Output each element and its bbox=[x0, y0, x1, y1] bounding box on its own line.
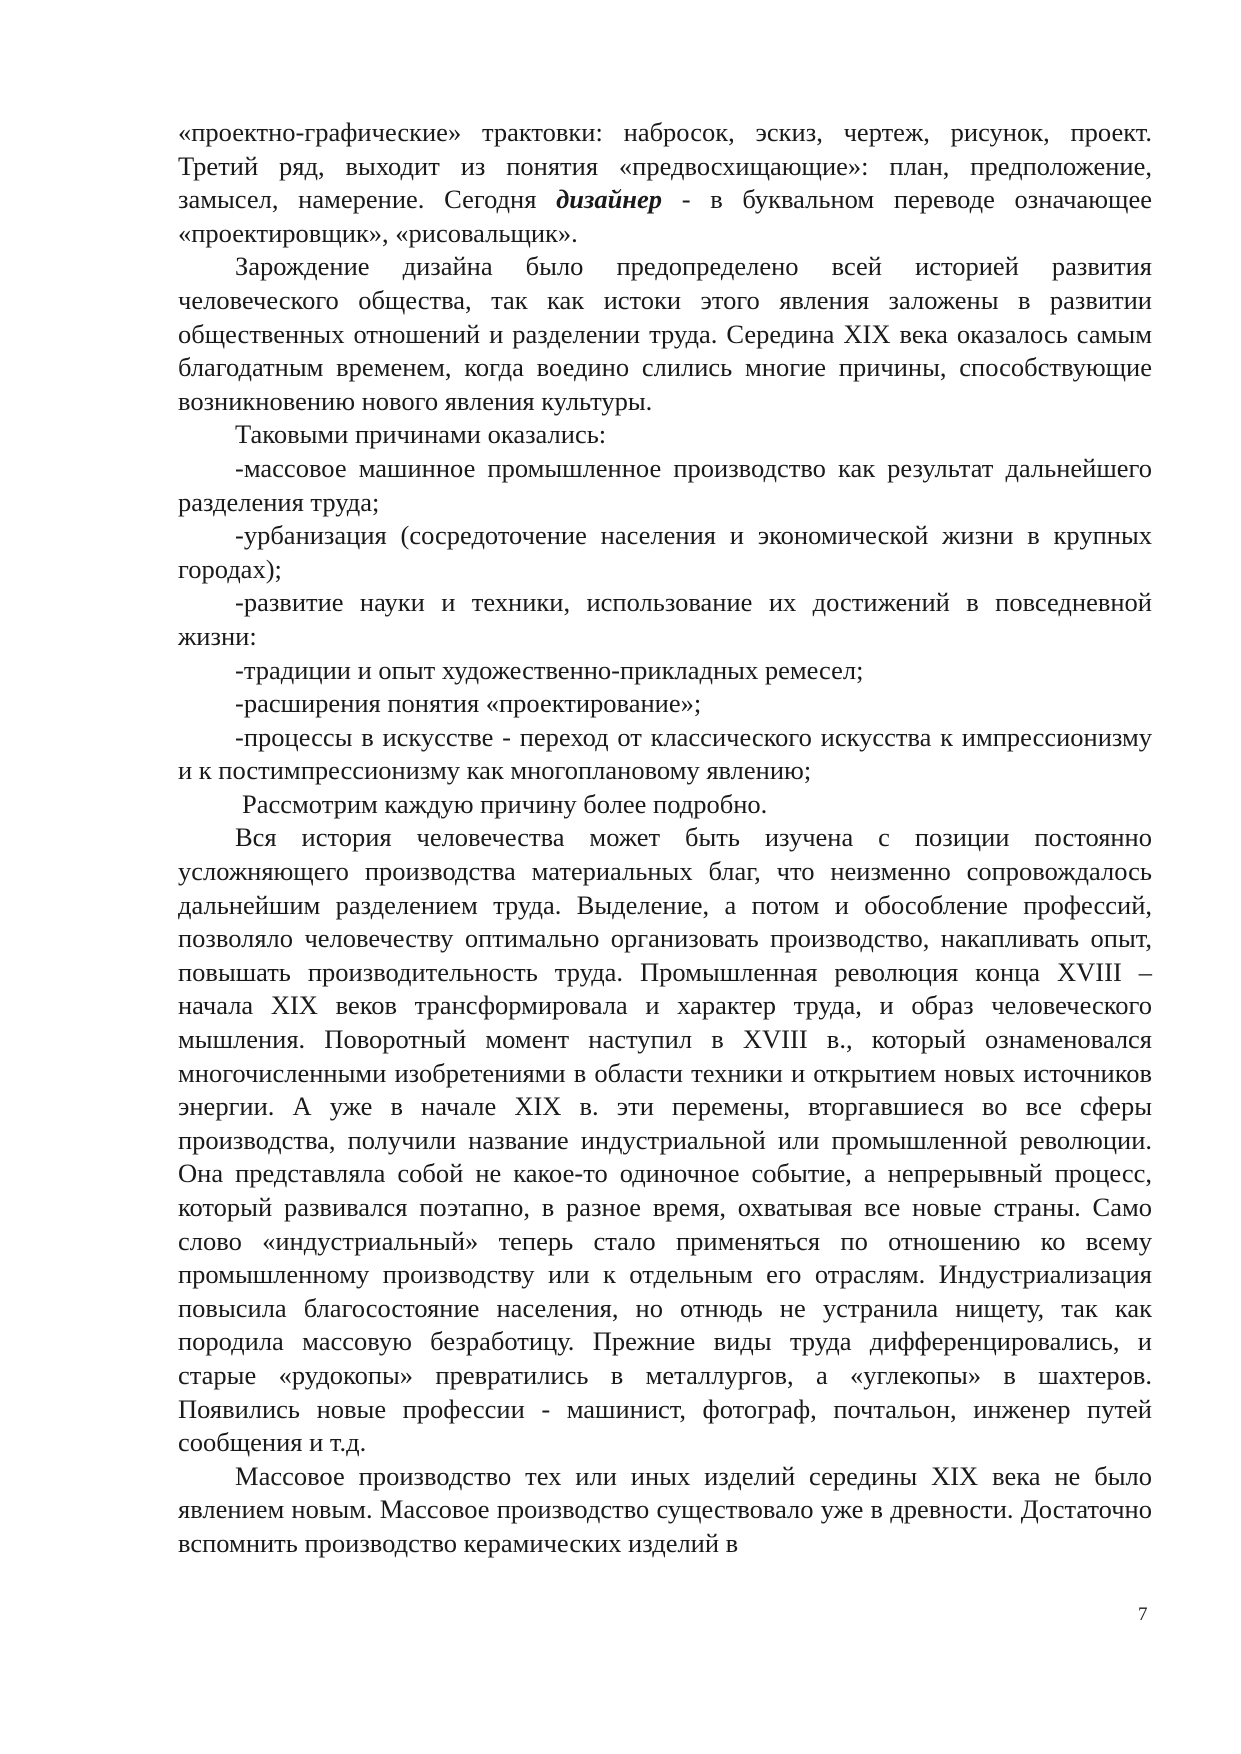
paragraph-history: Вся история человечества может быть изучена с позиции постоянно усложняющего производства материальных благ, что неизменно сопровождалось дальнейшим разделением труда. Выделение, а потом и обособление профессий, позволяло человечеству оптимально организовать производство, накапливать опыт, повышать производительность труда. Промышленная революция конца XVIII – начала XIX веков трансформировала и характер труда, и образ человеческого мышления. Поворотный момент наступил в XVIII в., который ознаменовался многочисленными изобретениями в области техники и открытием новых источников энергии. А уже в начале XIX в. эти перемены, вторгавшиеся во все сферы производства, получили название индустриальной или промышленной революции. Она представляла собой не какое-то одиночное событие, а непрерывный процесс, который развивался поэтапно, в разное время, охватывая все новые страны. Само слово «индустриальный» теперь стало применяться по отношению ко всему промышленному производству или к отдельным его отраслям. Индустриализация повысила благосостояние населения, но отнюдь не устранила нищету, так как породила массовую безработицу. Прежние виды труда дифференцировались, и старые «рудокопы» превратились в металлургов, а «углекопы» в шахтеров. Появились новые профессии - машинист, фотограф, почтальон, инженер путей сообщения и т.д. bbox=[178, 822, 1152, 1458]
emphasized-term: дизайнер bbox=[556, 184, 663, 215]
paragraph-reasons-intro: Таковыми причинами оказались: bbox=[235, 419, 607, 450]
list-item-reason-5: -расширения понятия «проектирование»; bbox=[235, 688, 702, 719]
list-item-reason-1: -массовое машинное промышленное производство как результат дальнейшего разделения труда; bbox=[178, 452, 1152, 517]
list-item-reason-6: -процессы в искусстве - переход от классического искусства к импрессионизму и к постимпрессионизму как многоплановому явлению; bbox=[178, 721, 1152, 786]
list-item-reason-2: -урбанизация (сосредоточение населения и экономической жизни в крупных городах); bbox=[178, 520, 1152, 584]
page-number: 7 bbox=[1138, 1604, 1148, 1625]
body-text bbox=[178, 116, 1152, 1561]
paragraph-detail-intro: Рассмотрим каждую причину более подробно. bbox=[242, 788, 768, 819]
list-item-reason-3: -развитие науки и техники, использование их достижений в повседневной жизни: bbox=[178, 587, 1152, 651]
paragraph-intro-continued: «проектно-графические» трактовки: набросок, эскиз, чертеж, рисунок, проект. Третий ряд, выходит из понятия «предвосхищающие»: план, предположение, замысел, намерение. Сегодня дизайнер - в буквальном переводе означающее «проектировщик», «рисовальщик». bbox=[178, 117, 1152, 248]
paragraph-origin: Зарождение дизайна было предопределено всей историей развития человеческого общества, так как истоки этого явления заложены в развитии общественных отношений и разделении труда. Середина XIX века оказалось самым благодатным временем, когда воедино слились многие причины, способствующие возникновению нового явления культуры. bbox=[178, 251, 1152, 416]
list-item-reason-4: -традиции и опыт художественно-прикладных ремесел; bbox=[235, 654, 864, 685]
paragraph-mass-production: Массовое производство тех или иных изделий середины XIX века не было явлением новым. Массовое производство существовало уже в древности. Достаточно вспомнить производство керамических изделий в bbox=[178, 1460, 1152, 1558]
